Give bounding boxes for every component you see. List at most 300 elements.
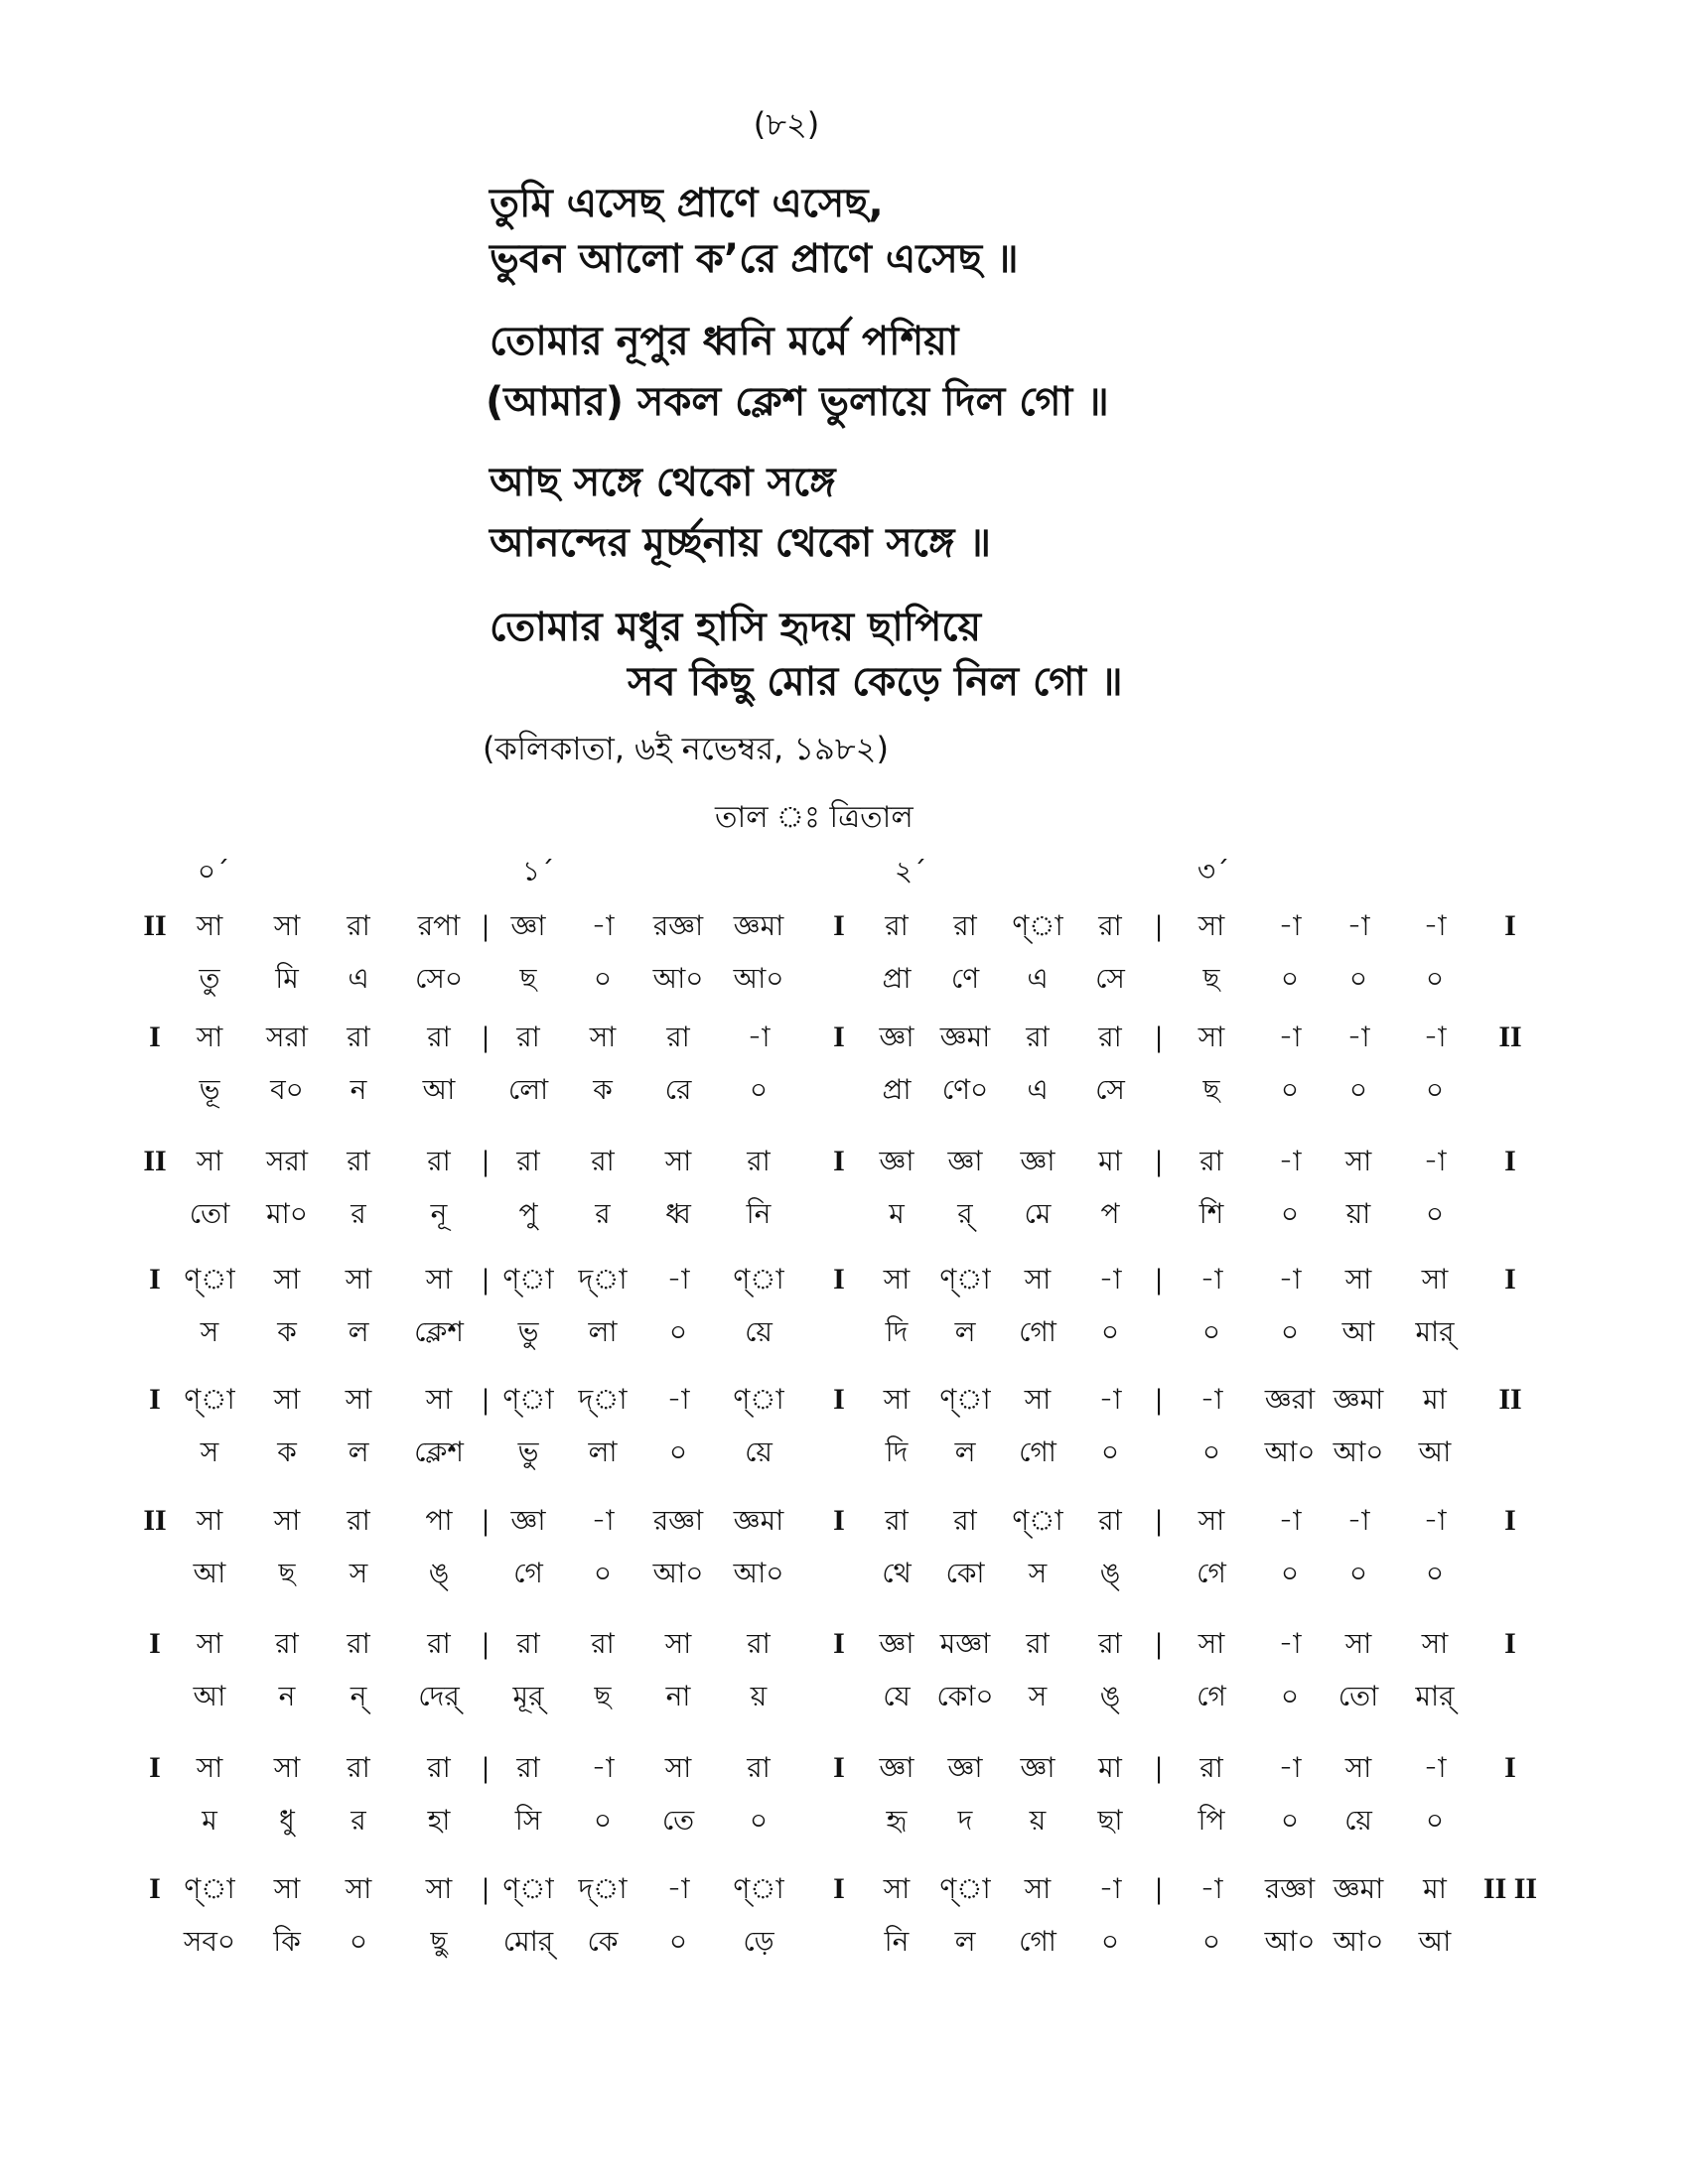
tala-mark: ২´ [894, 855, 927, 887]
swara-note: রা [1199, 1145, 1223, 1177]
bol-syllable: আ০ [652, 962, 704, 995]
bol-syllable: ঙ্ [1099, 1557, 1121, 1589]
bol-syllable: গো [1019, 1435, 1056, 1468]
swara-note: -া [1423, 1504, 1447, 1537]
bol-syllable: ০ [668, 1315, 688, 1348]
swara-note: রা [427, 1751, 451, 1784]
bol-syllable: য়ে [745, 1435, 773, 1468]
vibhag-divider: | [1155, 1751, 1163, 1784]
bol-syllable: ল [954, 1435, 976, 1468]
composition-place-date: (কলিকাতা, ৬ই নভেম্বর, ১৯৮২) [483, 730, 889, 767]
bol-syllable: ০ [1280, 1557, 1300, 1589]
bol-syllable: ০ [1425, 1557, 1445, 1589]
lyric-line: (আমার) সকল ক্লেশ ভুলায়ে দিল গো ॥ [486, 379, 1109, 425]
bol-syllable: ক্লেশ [414, 1435, 464, 1468]
swara-note: সা [196, 909, 223, 942]
swara-note: -া [1278, 1021, 1302, 1053]
bol-syllable: তে [661, 1804, 695, 1837]
vibhag-divider: I [833, 1627, 845, 1660]
vibhag-divider: | [1155, 1145, 1163, 1177]
notation-row [0, 1144, 1688, 1235]
swara-note: রা [885, 1504, 909, 1537]
bol-syllable: ল [348, 1435, 369, 1468]
swara-note: রা [347, 1751, 370, 1784]
start-barline: II [143, 1504, 167, 1537]
swara-line [0, 908, 1688, 944]
tala-heading: তাল ঃ ত্রিতাল [715, 800, 914, 835]
vibhag-divider: | [482, 1504, 490, 1537]
swara-note: রজ্ঞা [652, 1504, 704, 1537]
notation-row [0, 1382, 1688, 1473]
bol-syllable: আ০ [733, 962, 784, 995]
bol-syllable: শি [1198, 1197, 1224, 1230]
bol-syllable: ভু [517, 1315, 539, 1348]
tala-mark: ১´ [521, 855, 555, 887]
vibhag-divider: I [833, 1145, 845, 1177]
swara-note: -া [666, 1263, 690, 1296]
swara-note: -া [1346, 1021, 1370, 1053]
end-barline: II [1498, 1021, 1522, 1053]
lyric-line: আনন্দের মূর্চ্ছনায় থেকো সঙ্গে ॥ [490, 520, 991, 566]
swara-note: রা [427, 1627, 451, 1660]
swara-note: সা [1024, 1383, 1052, 1416]
bol-syllable: লা [588, 1315, 618, 1348]
swara-note: -া [1346, 909, 1370, 942]
swara-note: সা [1197, 909, 1225, 942]
bol-syllable: যে [883, 1680, 911, 1712]
vibhag-divider: | [1155, 909, 1163, 942]
swara-line [0, 1503, 1688, 1539]
bol-syllable: ম [202, 1804, 217, 1837]
swara-note: -া [1278, 1145, 1302, 1177]
bol-syllable: ০ [1280, 1073, 1300, 1106]
start-barline: I [149, 1383, 161, 1416]
bol-syllable: স [1028, 1680, 1048, 1712]
swara-note: -া [1199, 1383, 1223, 1416]
bol-syllable: ধু [279, 1804, 295, 1837]
swara-note: -া [1278, 1751, 1302, 1784]
bol-syllable: দি [885, 1315, 909, 1348]
vibhag-divider: | [482, 1872, 490, 1905]
vibhag-divider: I [833, 1751, 845, 1784]
bol-syllable: য়া [1345, 1197, 1371, 1230]
swara-note: ণ্‌া [939, 1263, 991, 1296]
bol-syllable: ক [277, 1315, 297, 1348]
bol-syllable: ন [350, 1073, 367, 1106]
bol-syllable: মি [275, 962, 299, 995]
notation-row [0, 1626, 1688, 1717]
swara-note: জ্ঞমা [733, 909, 784, 942]
bol-syllable: তু [199, 962, 220, 995]
bol-syllable: কে [587, 1925, 619, 1958]
bol-syllable: ০ [593, 1804, 613, 1837]
bol-syllable: গে [1196, 1680, 1226, 1712]
bol-syllable: তো [189, 1197, 230, 1230]
swara-note: সা [345, 1263, 372, 1296]
swara-note: সা [345, 1872, 372, 1905]
bol-syllable: ছ [519, 962, 537, 995]
bol-syllable: আ০ [1333, 1435, 1384, 1468]
swara-note: সা [664, 1751, 692, 1784]
bol-syllable: ০ [1201, 1315, 1221, 1348]
swara-note: সা [883, 1872, 911, 1905]
bol-syllable: আ০ [652, 1557, 704, 1589]
swara-note: -া [1423, 1751, 1447, 1784]
bol-syllable: নি [884, 1925, 910, 1958]
tala-mark: ৩´ [1196, 855, 1230, 887]
swara-note: ণ্‌া [184, 1383, 235, 1416]
bol-syllable: প্রা [882, 962, 912, 995]
swara-note: রা [347, 1145, 370, 1177]
vibhag-divider: | [1155, 1872, 1163, 1905]
bol-syllable: আ [1341, 1315, 1375, 1348]
swara-note: রা [591, 1627, 615, 1660]
vibhag-divider: | [482, 1021, 490, 1053]
swara-note: রা [1026, 1627, 1050, 1660]
vibhag-divider: I [833, 1263, 845, 1296]
swara-note: সা [664, 1145, 692, 1177]
swara-note: রা [1098, 1021, 1122, 1053]
swara-note: সা [1024, 1263, 1052, 1296]
swara-note: সা [196, 1627, 223, 1660]
bol-syllable: ছা [1097, 1804, 1123, 1837]
swara-note: রজ্ঞা [652, 909, 704, 942]
swara-note: ণ্‌া [733, 1872, 784, 1905]
bol-syllable: ছ [1202, 1073, 1220, 1106]
bol-syllable: ছু [430, 1925, 448, 1958]
swara-note: -া [591, 1751, 615, 1784]
swara-note: সা [1344, 1627, 1372, 1660]
bol-syllable: এ [1027, 1073, 1049, 1106]
end-barline: I [1504, 1751, 1516, 1784]
swara-line [0, 1626, 1688, 1662]
bol-syllable: মার্ [1415, 1680, 1455, 1712]
page-number: (৮২) [753, 105, 820, 143]
bol-line [0, 1803, 1688, 1839]
bol-syllable: ০ [1425, 1197, 1445, 1230]
swara-note: -া [1098, 1383, 1122, 1416]
swara-note: সা [273, 1872, 301, 1905]
swara-note: জ্ঞমা [733, 1504, 784, 1537]
notation-row [0, 1750, 1688, 1842]
lyric-line: আছ সঙ্গে থেকো সঙ্গে [490, 460, 836, 505]
swara-note: সা [273, 1751, 301, 1784]
swara-note: সা [196, 1145, 223, 1177]
bol-syllable: ণে [950, 962, 980, 995]
bol-syllable: নি [746, 1197, 772, 1230]
swara-note: ণ্‌া [939, 1383, 991, 1416]
swara-note: ণ্‌া [1012, 1504, 1063, 1537]
bol-syllable: প [1100, 1197, 1120, 1230]
bol-syllable: ঙ্ [428, 1557, 450, 1589]
bol-syllable: ণে০ [941, 1073, 989, 1106]
swara-note: রা [953, 1504, 977, 1537]
end-barline: I [1504, 909, 1516, 942]
lyric-line: তোমার মধুর হাসি হৃদয় ছাপিয়ে [490, 605, 982, 650]
swara-note: রা [1199, 1751, 1223, 1784]
end-barline: II [1498, 1383, 1522, 1416]
bol-syllable: হৃ [886, 1804, 908, 1837]
bol-syllable: কি [273, 1925, 301, 1958]
notation-row [0, 1020, 1688, 1111]
bol-syllable: লো [507, 1073, 549, 1106]
bol-syllable: হা [427, 1804, 451, 1837]
start-barline: II [143, 909, 167, 942]
swara-line [0, 1382, 1688, 1418]
swara-note: জ্ঞা [879, 1627, 914, 1660]
bol-syllable: গে [1196, 1557, 1226, 1589]
vibhag-divider: | [482, 1751, 490, 1784]
bol-syllable: ০ [1100, 1925, 1120, 1958]
swara-note: জ্ঞমা [1333, 1383, 1384, 1416]
swara-note: মজ্ঞা [939, 1627, 991, 1660]
vibhag-divider: | [482, 1145, 490, 1177]
swara-note: সা [1197, 1627, 1225, 1660]
swara-note: রা [516, 1627, 540, 1660]
swara-note: রজ্ঞা [1264, 1872, 1316, 1905]
swara-note: রা [591, 1145, 615, 1177]
swara-note: সা [273, 1504, 301, 1537]
notation-row [0, 1871, 1688, 1963]
bol-syllable: সব০ [183, 1925, 236, 1958]
vibhag-divider: | [482, 909, 490, 942]
swara-note: মা [1423, 1872, 1447, 1905]
swara-note: সা [273, 909, 301, 942]
swara-note: সরা [265, 1145, 309, 1177]
swara-note: সা [1024, 1872, 1052, 1905]
bol-syllable: মূর্ [512, 1680, 544, 1712]
bol-syllable: আ০ [733, 1557, 784, 1589]
swara-note: সা [425, 1383, 453, 1416]
swara-note: সা [273, 1383, 301, 1416]
tala-mark: ০´ [197, 855, 230, 887]
bol-syllable: তো [1337, 1680, 1379, 1712]
bol-syllable: আ [193, 1680, 226, 1712]
swara-note: মা [1098, 1751, 1122, 1784]
bol-syllable: ০ [749, 1804, 769, 1837]
bol-syllable: দের্ [418, 1680, 460, 1712]
bol-syllable: ০ [1201, 1435, 1221, 1468]
bol-syllable: ০ [1348, 962, 1368, 995]
bol-line [0, 1196, 1688, 1232]
bol-syllable: ম [889, 1197, 905, 1230]
swara-note: রা [1098, 909, 1122, 942]
swara-note: রা [1098, 1504, 1122, 1537]
swara-note: সরা [265, 1021, 309, 1053]
vibhag-divider: | [482, 1627, 490, 1660]
swara-note: রা [747, 1627, 771, 1660]
swara-note: সা [196, 1021, 223, 1053]
bol-syllable: ০ [1280, 1315, 1300, 1348]
swara-note: রা [516, 1145, 540, 1177]
swara-note: রপা [417, 909, 461, 942]
bol-syllable: ল [954, 1925, 976, 1958]
bol-syllable: সে [1095, 1073, 1125, 1106]
bol-line [0, 1314, 1688, 1350]
swara-note: রা [516, 1751, 540, 1784]
bol-syllable: আ০ [1264, 1925, 1316, 1958]
bol-syllable: আ [193, 1557, 226, 1589]
swara-note: সা [1344, 1145, 1372, 1177]
vibhag-divider: | [482, 1263, 490, 1296]
bol-syllable: ভূ [199, 1073, 220, 1106]
swara-line [0, 1750, 1688, 1786]
bol-syllable: আ [1418, 1925, 1452, 1958]
bol-syllable: গো [1019, 1315, 1056, 1348]
end-barline: II II [1482, 1872, 1538, 1905]
start-barline: I [149, 1021, 161, 1053]
swara-note: সা [664, 1627, 692, 1660]
swara-note: -া [1278, 909, 1302, 942]
swara-note: রা [516, 1021, 540, 1053]
swara-note: দ্‌া [578, 1263, 628, 1296]
swara-note: রা [347, 1627, 370, 1660]
bol-line [0, 1072, 1688, 1108]
bol-syllable: ড়ে [743, 1925, 774, 1958]
bol-line [0, 1556, 1688, 1591]
bol-syllable: ০ [1348, 1557, 1368, 1589]
swara-note: জ্ঞা [510, 909, 546, 942]
bol-syllable: ০ [1425, 1073, 1445, 1106]
swara-note: সা [196, 1504, 223, 1537]
bol-syllable: ০ [593, 962, 613, 995]
bol-syllable: ক [593, 1073, 613, 1106]
bol-syllable: ঙ্ [1099, 1680, 1121, 1712]
bol-syllable: কো [945, 1557, 985, 1589]
swara-note: সা [273, 1263, 301, 1296]
swara-note: রা [666, 1021, 690, 1053]
bol-syllable: ০ [1100, 1315, 1120, 1348]
swara-note: রা [747, 1145, 771, 1177]
bol-syllable: রে [664, 1073, 692, 1106]
bol-syllable: য়ে [1344, 1804, 1372, 1837]
bol-syllable: মার্ [1415, 1315, 1455, 1348]
lyric-line: তোমার নূপুর ধ্বনি মর্মে পশিয়া [490, 319, 959, 364]
swara-note: -া [1199, 1263, 1223, 1296]
swara-note: -া [1423, 909, 1447, 942]
swara-note: মা [1098, 1145, 1122, 1177]
swara-note: মা [1423, 1383, 1447, 1416]
swara-note: রা [347, 1504, 370, 1537]
swara-note: রা [347, 909, 370, 942]
bol-syllable: ল [954, 1315, 976, 1348]
bol-syllable: প্রা [882, 1073, 912, 1106]
bol-syllable: ০ [1280, 1804, 1300, 1837]
notation-row [0, 908, 1688, 1000]
bol-syllable: সে০ [414, 962, 464, 995]
bol-syllable: র [351, 1804, 366, 1837]
swara-note: -া [1346, 1504, 1370, 1537]
bol-syllable: ছ [1202, 962, 1220, 995]
swara-note: রা [275, 1627, 299, 1660]
swara-note: রা [747, 1751, 771, 1784]
bol-syllable: লা [588, 1435, 618, 1468]
bol-syllable: স [1028, 1557, 1048, 1589]
bol-syllable: ব০ [270, 1073, 304, 1106]
swara-note: সা [1197, 1504, 1225, 1537]
swara-note: সা [883, 1383, 911, 1416]
start-barline: I [149, 1872, 161, 1905]
bol-syllable: ০ [668, 1435, 688, 1468]
end-barline: I [1504, 1145, 1516, 1177]
bol-syllable: স [349, 1557, 368, 1589]
swara-note: সা [425, 1263, 453, 1296]
swara-note: ণ্‌া [502, 1263, 554, 1296]
bol-syllable: সি [514, 1804, 542, 1837]
swara-note: সা [1421, 1263, 1449, 1296]
swara-note: -া [1278, 1627, 1302, 1660]
swara-note: ণ্‌া [733, 1263, 784, 1296]
bol-line [0, 1679, 1688, 1714]
swara-note: জ্ঞা [879, 1751, 914, 1784]
swara-note: জ্ঞমা [939, 1021, 991, 1053]
swara-note: -া [666, 1383, 690, 1416]
swara-note: -া [1278, 1504, 1302, 1537]
bol-syllable: ক্লেশ [414, 1315, 464, 1348]
bol-syllable: ০ [1201, 1925, 1221, 1958]
bol-syllable: ০ [1280, 962, 1300, 995]
vibhag-divider: I [833, 1383, 845, 1416]
bol-syllable: ন্ [350, 1680, 367, 1712]
end-barline: I [1504, 1504, 1516, 1537]
bol-syllable: ০ [593, 1557, 613, 1589]
bol-syllable: ছ [594, 1680, 612, 1712]
start-barline: I [149, 1627, 161, 1660]
bol-syllable: আ০ [1264, 1435, 1316, 1468]
bol-syllable: ০ [1280, 1197, 1300, 1230]
swara-note: রা [347, 1021, 370, 1053]
bol-line [0, 1434, 1688, 1470]
swara-note: রা [1098, 1627, 1122, 1660]
swara-note: সা [425, 1872, 453, 1905]
swara-note: ণ্‌া [939, 1872, 991, 1905]
start-barline: I [149, 1263, 161, 1296]
swara-note: জ্ঞা [947, 1751, 983, 1784]
start-barline: II [143, 1145, 167, 1177]
bol-syllable: ন [278, 1680, 296, 1712]
swara-note: -া [666, 1872, 690, 1905]
swara-note: জ্ঞা [1020, 1751, 1055, 1784]
swara-note: জ্ঞা [1020, 1145, 1055, 1177]
bol-syllable: ধ্ব [665, 1197, 691, 1230]
vibhag-divider: I [833, 909, 845, 942]
swara-note: ণ্‌া [502, 1872, 554, 1905]
bol-syllable: না [665, 1680, 691, 1712]
swara-note: ণ্‌া [184, 1263, 235, 1296]
bol-syllable: কো০ [936, 1680, 994, 1712]
bol-syllable: দ [957, 1804, 973, 1837]
bol-syllable: র [595, 1197, 611, 1230]
bol-syllable: এ [348, 962, 369, 995]
swara-note: জ্ঞা [879, 1145, 914, 1177]
swara-note: সা [589, 1021, 617, 1053]
swara-note: সা [345, 1383, 372, 1416]
swara-note: -া [1098, 1872, 1122, 1905]
bol-syllable: ০ [1100, 1435, 1120, 1468]
bol-line [0, 961, 1688, 997]
vibhag-divider: | [482, 1383, 490, 1416]
swara-note: দ্‌া [578, 1383, 628, 1416]
bol-syllable: ভু [517, 1435, 539, 1468]
swara-note: জ্ঞরা [1264, 1383, 1316, 1416]
bol-syllable: য় [1029, 1804, 1047, 1837]
swara-note: সা [1344, 1751, 1372, 1784]
vibhag-divider: I [833, 1021, 845, 1053]
swara-note: সা [1344, 1263, 1372, 1296]
bol-syllable: আ [422, 1073, 456, 1106]
vibhag-divider: | [1155, 1263, 1163, 1296]
bol-syllable: ০ [668, 1925, 688, 1958]
